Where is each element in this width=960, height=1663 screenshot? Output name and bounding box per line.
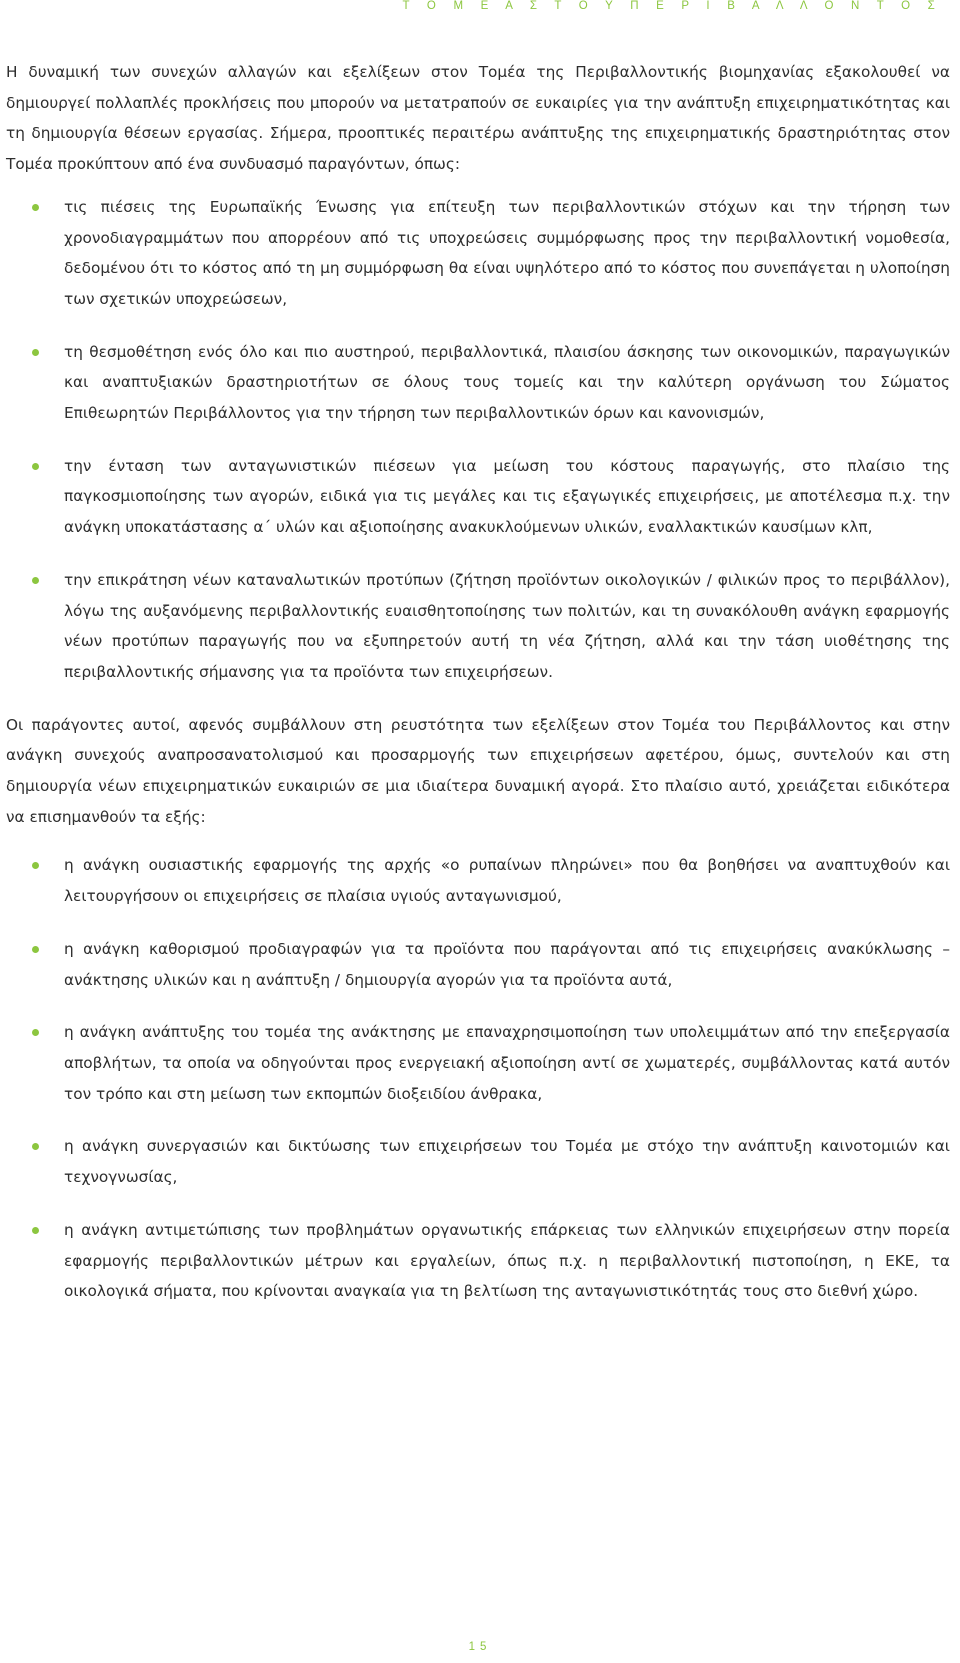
bullet-icon	[32, 1143, 39, 1150]
list-item	[6, 934, 950, 995]
list-item	[6, 451, 950, 543]
list-item	[6, 1215, 950, 1307]
list-item-text: η ανάγκη ανάπτυξης του τομέα της ανάκτησης με επαναχρησιμοποίηση των υπολειμμάτων από την επεξεργασία αποβλήτων, τα οποία να οδηγούνται προς ενεργειακή αξιοποίηση αντί σε χωματερές, συμβάλλοντας κατά αυτόν τον τρόπο και στη μείωση των εκπομπών διοξειδίου άνθρακα,	[64, 1023, 950, 1103]
bullet-icon	[32, 946, 39, 953]
list-item-text: η ανάγκη συνεργασιών και δικτύωσης των επιχειρήσεων του Τομέα με στόχο την ανάπτυξη καινοτομιών και τεχνογνωσίας,	[64, 1137, 950, 1187]
page-number: 15	[468, 1641, 492, 1653]
list-item-text: τις πιέσεις της Ευρωπαϊκής Ένωσης για επίτευξη των περιβαλλοντικών στόχων και την τήρηση των χρονοδιαγραμμάτων που απορρέουν από τις υποχρεώσεις συμμόρφωσης προς την περιβαλλοντική νομοθεσία, δεδομένου ότι το κόστος από τη μη συμμόρφωση θα είναι υψηλότερο από το κόστος που συνεπάγεται η υλοποίηση των σχετικών υποχρεώσεων,	[64, 197, 950, 308]
page-body	[6, 57, 950, 1329]
list-item-text: την ένταση των ανταγωνιστικών πιέσεων για μείωση του κόστους παραγωγής, στο πλαίσιο της παγκοσμιοποίησης των αγορών, ειδικά για τις μεγάλες και τις εξαγωγικές επιχειρήσεις, με αποτέλεσμα π.χ. την ανάγκη υποκατάστασης α΄ υλών και αξιοποίησης ανακυκλούμενων υλικών, εναλλακτικών καυσίμων κλπ,	[64, 456, 950, 537]
list-item-text: η ανάγκη ουσιαστικής εφαρμογής της αρχής «ο ρυπαίνων πληρώνει» που θα βοηθήσει να αναπτυχθούν και λειτουργήσουν οι επιχειρήσεις σε πλαίσια υγιούς ανταγωνισμού,	[64, 856, 950, 906]
list-item-text: την επικράτηση νέων καταναλωτικών προτύπων (ζήτηση προϊόντων οικολογικών / φιλικών προς το περιβάλλον), λόγω της αυξανόμενης περιβαλλοντικής ευαισθητοποίησης των πολιτών, και τη συνακόλουθη ανάγκη εφαρμογής νέων προτύπων παραγωγής που να εξυπηρετούν αυτή τη νέα ζήτηση, αλλά και την τάση υιοθέτησης της περιβαλλοντικής σήμανσης για τα προϊόντα των επιχειρήσεων.	[64, 570, 950, 681]
list-item	[6, 192, 950, 315]
needs-list	[6, 850, 950, 1306]
list-item	[6, 850, 950, 911]
middle-paragraph: Οι παράγοντες αυτοί, αφενός συμβάλλουν στη ρευστότητα των εξελίξεων στον Τομέα του Περιβάλλοντος και στην ανάγκη συνεχούς αναπροσανατολισμού και προσαρμογής των επιχειρήσεων αφετέρου, όμως, συντελούν και στη δημιουργία νέων επιχειρηματικών ευκαιριών σε μια ιδιαίτερα δυναμική αγορά. Στο πλαίσιο αυτό, χρειάζεται ειδικότερα να επισημανθούν τα εξής:	[6, 715, 950, 826]
list-item-text: η ανάγκη καθορισμού προδιαγραφών για τα προϊόντα που παράγονται από τις επιχειρήσεις ανακύκλωσης – ανάκτησης υλικών και η ανάπτυξη / δημιουργία αγορών για τα προϊόντα αυτά,	[64, 939, 950, 989]
factors-list	[6, 192, 950, 688]
bullet-icon	[32, 349, 39, 356]
list-item-text: η ανάγκη αντιμετώπισης των προβλημάτων οργανωτικής επάρκειας των ελληνικών επιχειρήσεων στην πορεία εφαρμογής περιβαλλοντικών μέτρων και εργαλείων, όπως π.χ. η περιβαλλοντική πιστοποίηση, η ΕΚΕ, τα οικολογικά σήματα, που κρίνονται αναγκαία για τη βελτίωση της ανταγωνιστικότητάς τους στο διεθνή χώρο.	[64, 1220, 950, 1301]
bullet-icon	[32, 204, 39, 211]
list-item	[6, 1131, 950, 1192]
running-header: Τ Ο Μ Ε Α Σ Τ Ο Υ Π Ε Ρ Ι Β Α Λ Λ Ο Ν Τ Ο Σ	[402, 0, 942, 12]
bullet-icon	[32, 1029, 39, 1036]
intro-paragraph: Η δυναμική των συνεχών αλλαγών και εξελίξεων στον Τομέα της Περιβαλλοντικής βιομηχανίας εξακολουθεί να δημιουργεί πολλαπλές προκλήσεις που μπορούν να μετατραπούν σε ευκαιρίες για την ανάπτυξη επιχειρηματικότητας και τη δημιουργία θέσεων εργασίας. Σήμερα, προοπτικές περαιτέρω ανάπτυξης της επιχειρηματικής δραστηριότητας στον Τομέα προκύπτουν από ένα συνδυασμό παραγόντων, όπως:	[6, 63, 950, 174]
list-item	[6, 1017, 950, 1109]
bullet-icon	[32, 1227, 39, 1234]
bullet-icon	[32, 463, 39, 470]
list-item	[6, 565, 950, 688]
bullet-icon	[32, 862, 39, 869]
list-item-text: τη θεσμοθέτηση ενός όλο και πιο αυστηρού, περιβαλλοντικά, πλαισίου άσκησης των οικονομικών, παραγωγικών και αναπτυξιακών δραστηριοτήτων σε όλους τους τομείς και την καλύτερη οργάνωση του Σώματος Επιθεωρητών Περιβάλλοντος για την τήρηση των περιβαλλοντικών όρων και κανονισμών,	[64, 342, 950, 423]
list-item	[6, 337, 950, 429]
bullet-icon	[32, 577, 39, 584]
